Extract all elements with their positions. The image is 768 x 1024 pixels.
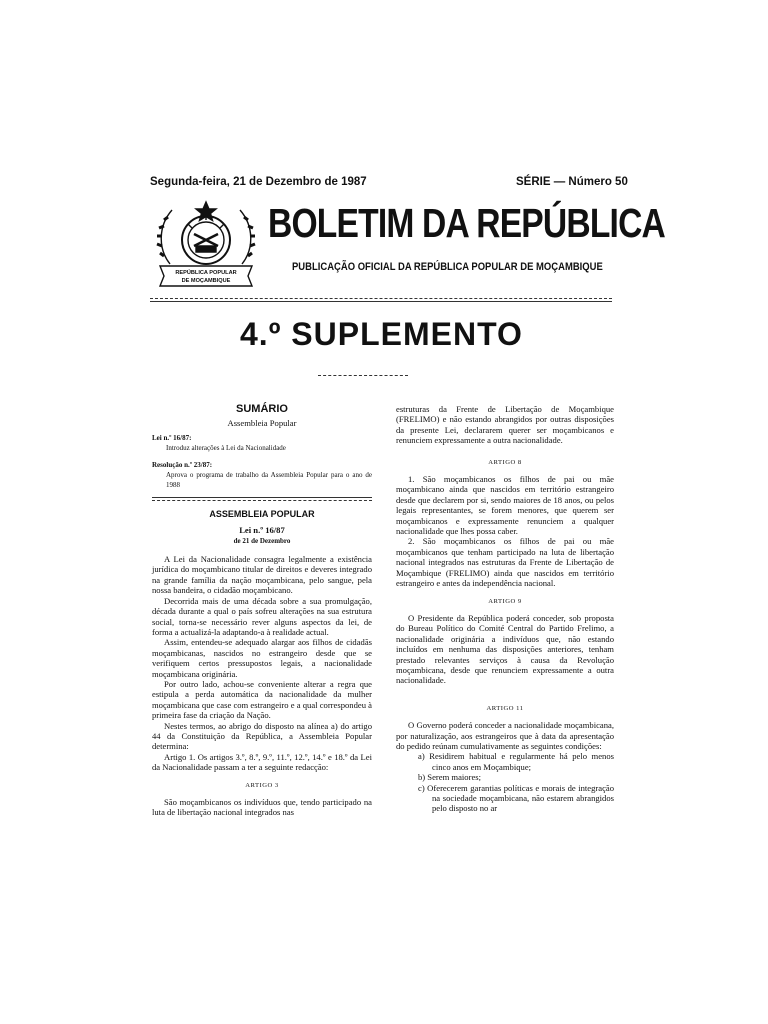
summary-item-1-ref: Lei n.º 16/87: — [152, 433, 192, 442]
series-number: SÉRIE — Número 50 — [516, 176, 628, 188]
article-11-text: O Governo poderá conceder a nacionalidade moçambicana, por naturalização, aos estrangeiros que à data da apresentação do pedido reúnam cumulativamente as seguintes condições: — [396, 720, 614, 751]
article-3-text: São moçambicanos os indivíduos que, tendo participado na luta de libertação nacional integrados nas — [152, 797, 372, 818]
masthead-divider-2 — [150, 301, 612, 302]
supplement-divider — [318, 375, 408, 376]
masthead-divider — [150, 298, 612, 299]
supplement-title: 4.º SUPLEMENTO — [240, 316, 523, 352]
article-8-paragraph-2: 2. São moçambicanos os filhos de pai ou mãe moçambicanos que tenham participado na luta de libertação nacional integrados nas estruturas da Frente de Libertação de Moçambique (FRELIMO) ainda que nascidos em território estrangeiro e antes da independência nacional. — [396, 536, 614, 589]
summary-item-2-text: Aprova o programa de trabalho da Assembleia Popular para o ano de 1988 — [166, 471, 372, 490]
summary-item-2-ref: Resolução n.º 23/87: — [152, 460, 213, 469]
masthead-title: BOLETIM DA REPÚBLICA — [268, 200, 665, 246]
summary-item-1-text: Introduz alterações à Lei da Nacionalidade — [166, 444, 286, 453]
article-11-heading: ARTIGO 11 — [486, 704, 524, 712]
article-8-heading: ARTIGO 8 — [488, 458, 522, 466]
summary-divider-2 — [152, 500, 372, 501]
law-paragraph-2: Decorrida mais de uma década sobre a sua promulgação, década durante a qual o país sofreu alterações na sua estrutura social, torna-se necessário rever alguns aspectos da lei, de forma a actualizá-la adaptando-a à realidade actual. — [152, 595, 372, 637]
article-11-list — [396, 751, 614, 813]
law-paragraph-5: Nestes termos, ao abrigo do disposto na alínea a) do artigo 44 da Constituição da República, a Assembleia Popular determina: — [152, 720, 372, 752]
article-3-continuation: estruturas da Frente de Libertação de Moçambique (FRELIMO) e não estando abrangidos por outras disposições da presente Lei, declararem querer ser moçambicanos e renunciem expressamente a outra nacionalidade. — [396, 404, 614, 446]
summary-title: SUMÁRIO — [236, 403, 288, 415]
summary-divider — [152, 497, 372, 498]
issue-date: Segunda-feira, 21 de Dezembro de 1987 — [150, 176, 367, 188]
law-section-title: ASSEMBLEIA POPULAR — [209, 508, 315, 519]
summary-body: Assembleia Popular — [227, 418, 297, 429]
law-paragraph-1: A Lei da Nacionalidade consagra legalmente a existência jurídica do moçambicano titular de direitos e deveres integrado na grande família da nação moçambicana, pelo sangue, pela nossa bandeira, o cidadão moçambicano. — [152, 554, 372, 596]
law-paragraph-3: Assim, entendeu-se adequado alargar aos filhos de cidadãs moçambicanas, nascidos no estrangeiro desde que se verifiquem certos pressupostos legais, a nacionalidade moçambicana originária. — [152, 637, 372, 679]
article-8-paragraph-1: 1. São moçambicanos os filhos de pai ou mãe moçambicano ainda que nascidos em território estrangeiro desde que declarem por si, sendo maiores de 18 anos, ou pelos legais representantes, se forem menores, que querem ser moçambicanos e expressamente renunciem a qualquer nacionalidade que lhes possa caber. — [396, 474, 614, 537]
article-11-item-a: a) Residirem habitual e regularmente há pelo menos cinco anos em Moçambique; — [418, 751, 614, 772]
article-9-text: O Presidente da República poderá conceder, sob proposta do Bureau Político do Comité Central do Partido Frelimo, a nacionalidade originária a indivíduos que, não estando incluídos em nenhuma das disposições anteriores, tenham prestado relevantes serviços à causa da Revolução moçambicana, desde que renunciem expressamente a outra nacionalidade. — [396, 612, 614, 686]
article-11-item-c: c) Oferecerem garantias políticas e morais de integração na sociedade moçambicana, não estarem abrangidos pelo disposto no ar — [418, 782, 614, 814]
coat-of-arms-emblem — [150, 194, 262, 292]
article-3-heading: ARTIGO 3 — [245, 781, 279, 789]
masthead-subtitle: PUBLICAÇÃO OFICIAL DA REPÚBLICA POPULAR DE MOÇAMBIQUE — [292, 261, 603, 273]
law-paragraph-4: Por outro lado, achou-se conveniente alterar a regra que estipula a perda automática da nacionalidade da mulher moçambicana que case com estrangeiro e a qual correspondeu à primeira fase da criação da Nação. — [152, 678, 372, 721]
left-column — [152, 404, 372, 818]
svg-text:DE MOÇAMBIQUE: DE MOÇAMBIQUE — [181, 278, 231, 284]
article-9-heading: ARTIGO 9 — [488, 597, 522, 605]
article-11-item-b: b) Serem maiores; — [418, 772, 482, 783]
law-date: de 21 de Dezembro — [233, 536, 291, 545]
right-column — [396, 404, 614, 814]
law-number: Lei n.º 16/87 — [239, 525, 285, 536]
svg-text:REPÚBLICA POPULAR: REPÚBLICA POPULAR — [175, 270, 237, 276]
law-paragraph-6: Artigo 1. Os artigos 3.º, 8.º, 9.º, 11.º, 12.º, 14.º e 18.º da Lei da Nacionalidade passam a ter a seguinte redacção: — [152, 751, 372, 773]
